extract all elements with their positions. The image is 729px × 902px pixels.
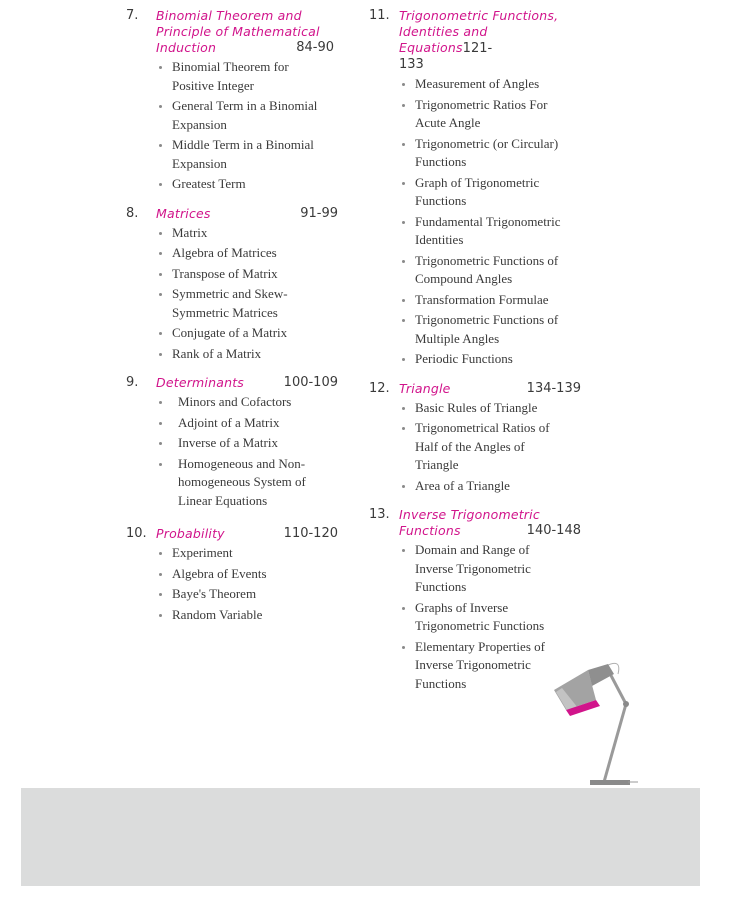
page-range: 110-120 bbox=[283, 526, 338, 541]
topic-item: Algebra of Matrices bbox=[156, 244, 338, 263]
chapter-title[interactable]: Determinants bbox=[156, 375, 245, 390]
topic-item: Symmetric and Skew- Symmetric Matrices bbox=[156, 285, 338, 322]
page-range: 121- bbox=[462, 41, 493, 56]
chapter-7 bbox=[126, 8, 338, 194]
chapter-title[interactable]: Triangle bbox=[399, 380, 451, 396]
footer-band bbox=[21, 788, 700, 886]
topic-list bbox=[126, 544, 338, 624]
topic-list bbox=[126, 393, 338, 510]
chapter-number: 7. bbox=[126, 8, 139, 23]
chapter-title[interactable]: Binomial Theorem and bbox=[156, 8, 302, 23]
page-range-continued: 133 bbox=[399, 57, 424, 72]
chapter-10 bbox=[126, 526, 338, 624]
topic-list bbox=[369, 399, 581, 496]
chapter-12 bbox=[369, 381, 581, 496]
topic-item: Binomial Theorem for Positive Integer bbox=[156, 58, 338, 95]
page-range: 100-109 bbox=[283, 375, 338, 390]
topic-item: Trigonometrical Ratios of Half of the Angles of Triangle bbox=[399, 419, 581, 475]
page-range: 91-99 bbox=[300, 205, 338, 221]
topic-item: Algebra of Events bbox=[156, 565, 338, 584]
page-range: 84-90 bbox=[296, 40, 334, 55]
chapter-8 bbox=[126, 206, 338, 364]
topic-item: Periodic Functions bbox=[399, 350, 581, 369]
chapter-number: 13. bbox=[369, 507, 390, 522]
toc-right-column bbox=[369, 8, 581, 703]
topic-item: Basic Rules of Triangle bbox=[399, 399, 581, 418]
chapter-number: 12. bbox=[369, 380, 390, 396]
desk-lamp-icon bbox=[548, 660, 638, 790]
topic-list bbox=[369, 75, 581, 369]
topic-item: Conjugate of a Matrix bbox=[156, 324, 338, 343]
chapter-title[interactable]: Inverse Trigonometric bbox=[399, 507, 540, 522]
chapter-number: 8. bbox=[126, 205, 139, 221]
topic-item: Rank of a Matrix bbox=[156, 345, 338, 364]
chapter-title[interactable]: Induction bbox=[156, 40, 217, 55]
topic-item: Trigonometric (or Circular) Functions bbox=[399, 135, 581, 172]
topic-list bbox=[126, 224, 338, 364]
chapter-title[interactable]: Matrices bbox=[156, 205, 211, 221]
chapter-title[interactable]: Trigonometric Functions, bbox=[399, 8, 559, 23]
chapter-title[interactable]: Identities and Equations bbox=[399, 24, 488, 55]
chapter-title[interactable]: Functions bbox=[399, 523, 461, 538]
chapter-number: 10. bbox=[126, 526, 147, 541]
topic-item: Inverse of a Matrix bbox=[156, 434, 338, 453]
page-range: 134-139 bbox=[526, 380, 581, 396]
topic-item: Matrix bbox=[156, 224, 338, 243]
topic-item: Transpose of Matrix bbox=[156, 265, 338, 284]
topic-item: Adjoint of a Matrix bbox=[156, 414, 338, 433]
topic-item: Middle Term in a Binomial Expansion bbox=[156, 136, 338, 173]
topic-item: Measurement of Angles bbox=[399, 75, 581, 94]
topic-item: Experiment bbox=[156, 544, 338, 563]
topic-item: Fundamental Trigonometric Identities bbox=[399, 213, 581, 250]
topic-item: Trigonometric Functions of Multiple Angles bbox=[399, 311, 581, 348]
topic-item: Homogeneous and Non- homogeneous System of Linear Equations bbox=[156, 455, 338, 511]
topic-item: Area of a Triangle bbox=[399, 477, 581, 496]
toc-left-column bbox=[126, 8, 338, 634]
chapter-11 bbox=[369, 8, 581, 369]
topic-item: Domain and Range of Inverse Trigonometric Functions bbox=[399, 541, 581, 597]
page-range: 140-148 bbox=[526, 523, 581, 538]
topic-item: Graph of Trigonometric Functions bbox=[399, 174, 581, 211]
topic-item: Graphs of Inverse Trigonometric Functions bbox=[399, 599, 581, 636]
topic-item: Random Variable bbox=[156, 606, 338, 625]
chapter-title[interactable]: Principle of Mathematical bbox=[156, 24, 320, 39]
topic-item: Elementary Properties of Inverse Trigonometric Functions bbox=[399, 638, 581, 694]
chapter-9 bbox=[126, 375, 338, 510]
chapter-number: 11. bbox=[369, 8, 390, 23]
chapter-title[interactable]: Probability bbox=[156, 526, 225, 541]
topic-item: Baye's Theorem bbox=[156, 585, 338, 604]
topic-item: Trigonometric Functions of Compound Angles bbox=[399, 252, 581, 289]
topic-item: Transformation Formulae bbox=[399, 291, 581, 310]
topic-list bbox=[126, 58, 338, 194]
topic-item: General Term in a Binomial Expansion bbox=[156, 97, 338, 134]
topic-item: Greatest Term bbox=[156, 175, 338, 194]
chapter-number: 9. bbox=[126, 375, 139, 390]
topic-item: Minors and Cofactors bbox=[156, 393, 338, 412]
topic-item: Trigonometric Ratios For Acute Angle bbox=[399, 96, 581, 133]
